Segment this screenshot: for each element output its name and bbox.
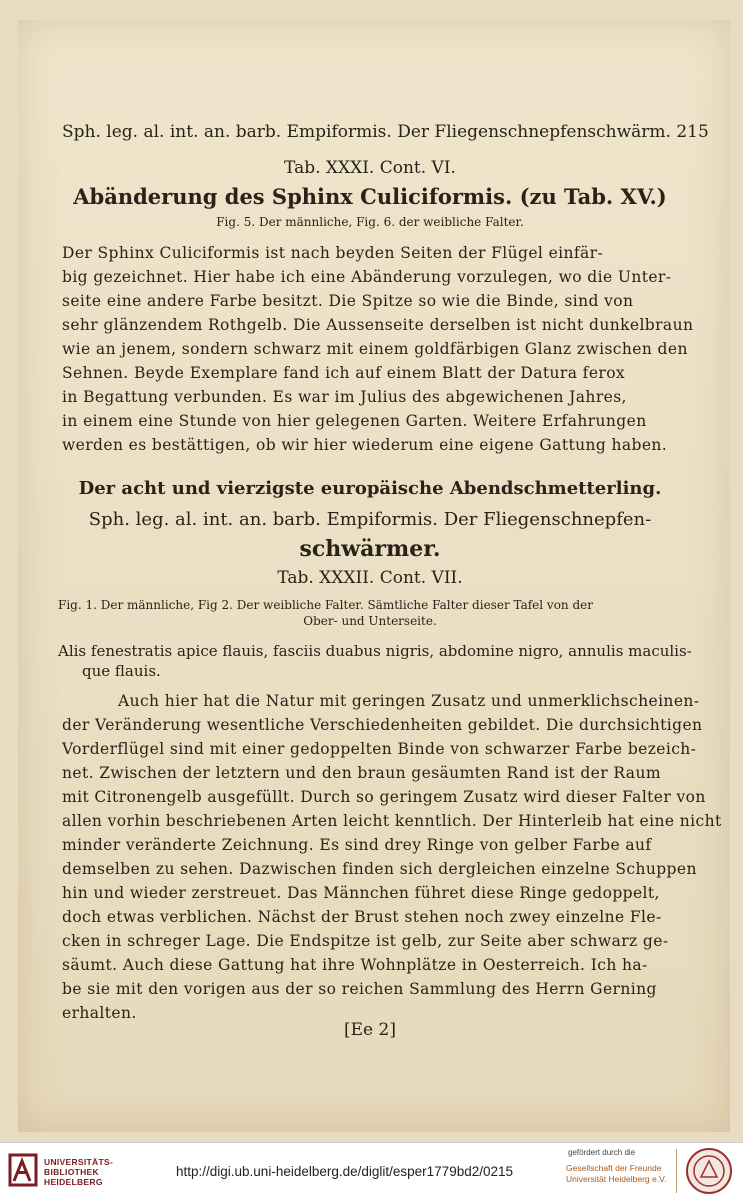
running-head: Sph. leg. al. int. an. barb. Empiformis. Der Fliegenschnepfenschwärm. 215 (62, 122, 709, 142)
text-line: werden es bestättigen, ob wir hier wiederum eine eigene Gattung haben. (62, 436, 668, 454)
text-line: hin und wieder zerstreuet. Das Männchen führet diese Ringe gedoppelt, (62, 884, 660, 902)
society-line-2: Universität Heidelberg e.V. (566, 1174, 667, 1184)
text-line: wie an jenem, sondern schwarz mit einem goldfärbigen Glanz zwischen den (62, 340, 688, 358)
institution-name[interactable] (44, 1157, 113, 1187)
text-line: sehr glänzendem Rothgelb. Die Aussenseite derselben ist nicht dunkelbraun (62, 316, 694, 334)
text-line: der Veränderung wesentliche Verschiedenheiten gebildet. Die durchsichtigen (62, 716, 703, 734)
text-line: seite eine andere Farbe besitzt. Die Spitze so wie die Binde, sind von (62, 292, 634, 310)
institution-line-1: UNIVERSITÄTS- (44, 1157, 114, 1167)
institution-line-2: BIBLIOTHEK (44, 1167, 99, 1177)
tab-label-1: Tab. XXXI. Cont. VI. (284, 158, 456, 178)
section-subtitle-2b: schwärmer. (299, 536, 441, 562)
figure-caption-2b: Ober- und Unterseite. (303, 614, 437, 628)
text-line: Auch hier hat die Natur mit geringen Zusatz und unmerklichscheinen- (118, 692, 700, 710)
text-line: demselben zu sehen. Dazwischen finden sich dergleichen einzelne Schuppen (62, 860, 697, 878)
society-line-1: Gesellschaft der Freunde (566, 1163, 662, 1173)
text-line: doch etwas verblichen. Nächst der Brust stehen noch zwey einzelne Fle- (62, 908, 662, 926)
text-line: in Begattung verbunden. Es war im Julius des abgewichenen Jahres, (62, 388, 627, 406)
text-line: Vorderflügel sind mit einer gedoppelten Binde von schwarzer Farbe bezeich- (62, 740, 697, 758)
text-line: säumt. Auch diese Gattung hat ihre Wohnplätze in Oesterreich. Ich ha- (62, 956, 648, 974)
section-subtitle-2a: Sph. leg. al. int. an. barb. Empiformis. Der Fliegenschnepfen- (88, 509, 652, 530)
signature-mark: [Ee 2] (344, 1020, 396, 1040)
funded-by-label: gefördert durch die (568, 1148, 636, 1157)
text-line: allen vorhin beschriebenen Arten leicht kenntlich. Der Hinterleib hat eine nicht (62, 812, 722, 830)
latin-diagnosis-2: que flauis. (82, 662, 161, 680)
figure-caption-2a: Fig. 1. Der männliche, Fig 2. Der weibliche Falter. Sämtliche Falter dieser Tafel von der (58, 598, 593, 612)
society-seal-icon (684, 1146, 734, 1196)
section-title-1: Abänderung des Sphinx Culiciformis. (zu Tab. XV.) (73, 184, 667, 209)
sponsor-society-link[interactable] (566, 1163, 666, 1185)
institution-line-3: HEIDELBERG (44, 1177, 103, 1187)
footer-divider (676, 1149, 677, 1193)
text-line: big gezeichnet. Hier habe ich eine Abänderung vorzulegen, wo die Unter- (62, 268, 672, 286)
text-line: minder veränderte Zeichnung. Es sind drey Ringe von gelber Farbe auf (62, 836, 652, 854)
text-line: mit Citronengelb ausgefüllt. Durch so geringem Zusatz wird dieser Falter von (62, 788, 706, 806)
text-line: net. Zwischen der letztern und den braun gesäumten Rand ist der Raum (62, 764, 661, 782)
viewer-footer (0, 1142, 743, 1200)
text-line: be sie mit den vorigen aus der so reichen Sammlung des Herrn Gerning (62, 980, 657, 998)
tab-label-2: Tab. XXXII. Cont. VII. (277, 568, 463, 588)
university-library-logo[interactable] (8, 1151, 42, 1191)
text-line: Sehnen. Beyde Exemplare fand ich auf einem Blatt der Datura ferox (62, 364, 626, 382)
section-title-2: Der acht und vierzigste europäische Abendschmetterling. (78, 478, 662, 499)
figure-caption-1: Fig. 5. Der männliche, Fig. 6. der weibliche Falter. (216, 215, 524, 229)
text-line: erhalten. (62, 1004, 137, 1022)
text-line: in einem eine Stunde von hier gelegenen Garten. Weitere Erfahrungen (62, 412, 647, 430)
text-line: cken in schreger Lage. Die Endspitze ist gelb, zur Seite aber schwarz ge- (62, 932, 669, 950)
text-line: Der Sphinx Culiciformis ist nach beyden Seiten der Flügel einfär- (62, 244, 604, 262)
permalink-url[interactable]: http://digi.ub.uni-heidelberg.de/diglit/esper1779bd2/0215 (176, 1164, 514, 1179)
latin-diagnosis-1: Alis fenestratis apice flauis, fasciis duabus nigris, abdomine nigro, annulis maculis- (58, 642, 692, 660)
